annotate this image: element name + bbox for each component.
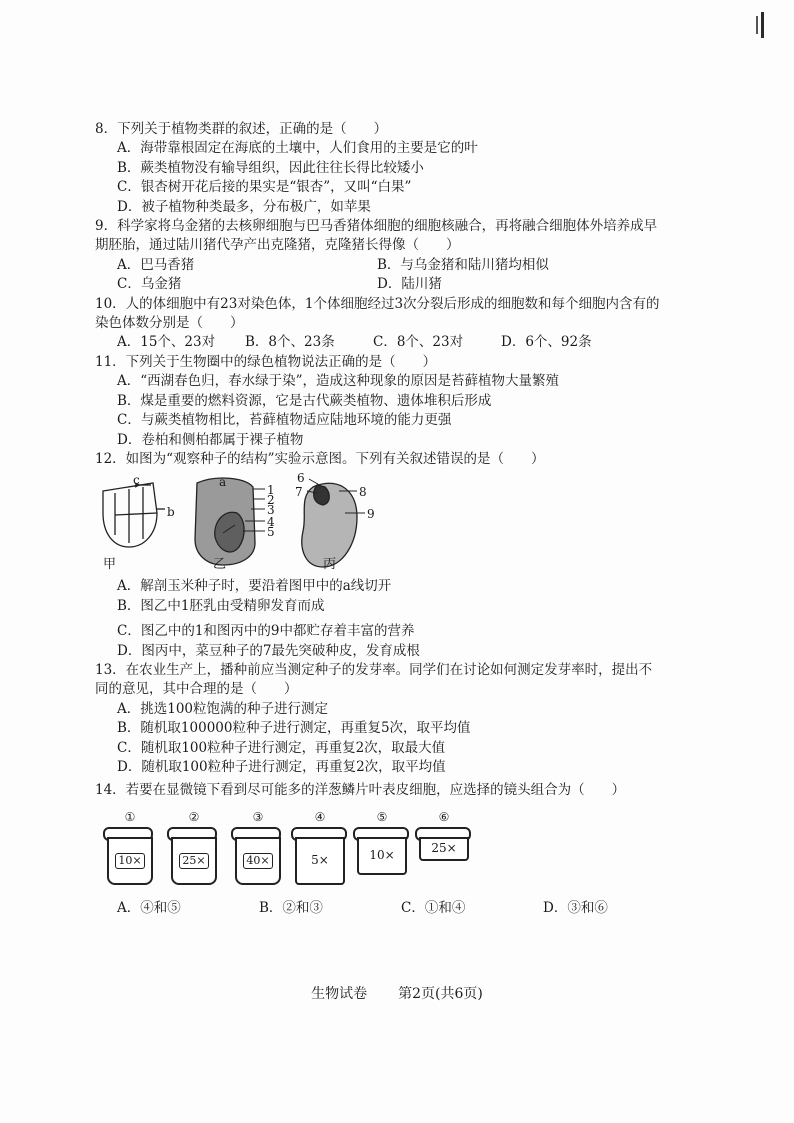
option-b: B．②和③ [259, 899, 323, 916]
scan-edge-mark-2 [756, 16, 758, 34]
lens-body [357, 837, 407, 875]
panel-label-yi: 乙 [213, 557, 227, 573]
lens-1 [107, 809, 153, 867]
option-a: A．15个、23对 [117, 334, 216, 351]
lens-4 [295, 809, 345, 868]
question-stem: 14．若要在显微镜下看到尽可能多的洋葱鳞片叶表皮细胞，应选择的镜头组合为（ ） [95, 782, 626, 799]
seed-structure-figure [95, 473, 665, 573]
lens-2 [171, 809, 217, 867]
question-12 [95, 450, 665, 661]
questions-area [95, 120, 665, 918]
option-c: C．8个、23对 [373, 334, 464, 351]
lens-magnification: 10× [115, 853, 144, 869]
label-b: b [167, 505, 175, 520]
lens-magnification: 5× [311, 853, 329, 868]
question-8 [95, 120, 665, 217]
question-stem: 9．科学家将乌金猪的去核卵细胞与巴马香猪体细胞的细胞核融合，再将融合细胞体外培养成早期胚胎，通过陆川猪代孕产出克隆猪，克隆猪长得像（ ） [95, 218, 658, 254]
option-d: D．6个、92条 [501, 334, 592, 351]
label-9: 9 [367, 507, 375, 522]
label-5: 5 [267, 525, 275, 540]
question-13 [95, 661, 665, 777]
label-3: 3 [267, 503, 275, 518]
lens-number: ① [124, 809, 136, 824]
option-a: A．挑选100粒饱满的种子进行测定 [117, 700, 329, 717]
question-stem: 10．人的体细胞中有23对染色体，1个体细胞经过3次分裂后形成的细胞数和每个细胞内含有的染色体数分别是（ ） [95, 295, 660, 332]
options-row [95, 333, 665, 352]
options-row-2 [95, 275, 665, 294]
option-a: A．解剖玉米种子时，要沿着图甲中的a线切开 [117, 578, 392, 595]
option-c: C．与蕨类植物相比，苔藓植物适应陆地环境的能力更强 [117, 412, 452, 429]
bean-seed-drawing [302, 479, 365, 567]
question-stem: 13．在农业生产上，播种前应当测定种子的发芽率。同学们在讨论如何测定发芽率时，提出不同的意见，其中合理的是（ ） [95, 661, 653, 698]
option-a: A．海带靠根固定在海底的土壤中，人们食用的主要是它的叶 [117, 140, 478, 157]
scan-edge-mark [761, 12, 764, 38]
option-d: D．陆川猪 [377, 276, 442, 293]
lens-magnification: 10× [369, 848, 395, 863]
label-7: 7 [295, 485, 303, 500]
lens-magnification: 25× [179, 853, 208, 869]
lens-3 [235, 809, 281, 867]
option-a: A．“西湖春色归，春水绿于染”，造成这种现象的原因是苔藓植物大量繁殖 [117, 373, 560, 390]
lens-number: ⑤ [376, 809, 388, 824]
lens-body [107, 837, 153, 885]
label-c: c [133, 473, 140, 488]
option-b: B．与乌金猪和陆川猪均相似 [377, 256, 549, 273]
question-stem: 12．如图为“观察种子的结构”实验示意图。下列有关叙述错误的是（ ） [95, 450, 545, 467]
panel-label-bing: 丙 [323, 557, 337, 573]
label-6: 6 [297, 471, 305, 486]
option-d: D．③和⑥ [543, 899, 608, 916]
question-stem: 8．下列关于植物类群的叙述，正确的是（ ） [95, 121, 388, 137]
option-d: D．被子植物种类最多，分布极广，如苹果 [117, 198, 371, 215]
option-d: D．卷柏和侧柏都属于裸子植物 [117, 431, 304, 448]
footer-subject: 生物试卷 [311, 986, 368, 1002]
label-8: 8 [359, 485, 367, 500]
options-row [95, 899, 665, 918]
question-9 [95, 217, 665, 295]
option-a: A．巴马香猪 [117, 256, 195, 273]
lens-number: ⑥ [438, 809, 450, 824]
label-4: 4 [267, 515, 275, 530]
lens-figure [95, 809, 665, 895]
option-c: C．乌金猪 [117, 276, 182, 293]
option-c: C．①和④ [401, 899, 466, 916]
label-2: 2 [267, 493, 275, 508]
option-c: C．随机取100粒种子进行测定，再重复2次，取最大值 [117, 739, 446, 756]
option-c: C．银杏树开花后接的果实是“银杏”，又叫“白果” [117, 179, 412, 196]
lens-magnification: 25× [431, 841, 457, 856]
question-11 [95, 353, 665, 450]
footer-page-number: 第2页(共6页) [398, 986, 483, 1002]
corn-seed-drawing [103, 483, 165, 547]
label-a: a [219, 475, 227, 490]
question-stem: 11．下列关于生物圈中的绿色植物说法正确的是（ ） [95, 353, 437, 370]
option-b: B．煤是重要的燃料资源，它是古代蕨类植物、遗体堆积后形成 [117, 392, 492, 409]
label-1: 1 [267, 483, 275, 498]
panel-label-jia: 甲 [103, 557, 117, 573]
option-b: B．8个、23条 [245, 334, 335, 351]
lens-number: ② [188, 809, 200, 824]
option-d: D．随机取100粒种子进行测定，再重复2次，取平均值 [117, 758, 446, 775]
question-14 [95, 781, 665, 918]
page-footer [0, 983, 794, 1003]
option-b: B．随机取100000粒种子进行测定，再重复5次，取平均值 [117, 720, 471, 737]
options-row-1 [95, 256, 665, 275]
lens-magnification: 40× [243, 853, 272, 869]
lens-body [295, 837, 345, 885]
option-d: D．图丙中，菜豆种子的7最先突破种皮，发育成根 [117, 642, 420, 659]
option-a: A．④和⑤ [117, 899, 181, 916]
corn-section-drawing [195, 478, 265, 565]
option-c: C．图乙中的1和图丙中的9中都贮存着丰富的营养 [117, 623, 415, 640]
lens-body [235, 837, 281, 885]
lens-number: ③ [252, 809, 264, 824]
option-b: B．蕨类植物没有输导组织，因此往往长得比较矮小 [117, 159, 424, 176]
lens-body [171, 837, 217, 885]
lens-6 [419, 809, 469, 856]
lens-5 [357, 809, 407, 863]
lens-number: ④ [314, 809, 326, 824]
option-b: B．图乙中1胚乳由受精卵发育而成 [117, 597, 325, 614]
lens-body [419, 837, 469, 861]
question-10 [95, 295, 665, 353]
